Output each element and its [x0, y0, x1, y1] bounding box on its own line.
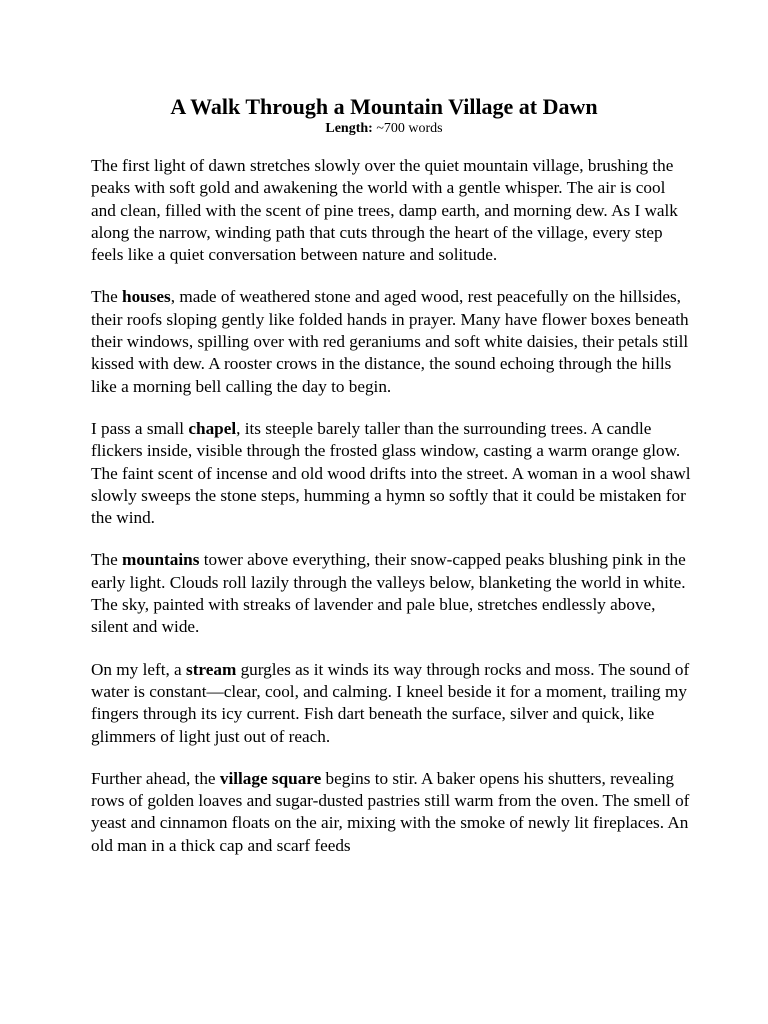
bold-keyword: chapel	[188, 418, 237, 438]
bold-keyword: houses	[122, 287, 171, 307]
bold-keyword: stream	[186, 659, 237, 679]
paragraph	[91, 659, 691, 748]
paragraph-text: Further ahead, the	[91, 768, 220, 788]
document-body	[91, 155, 691, 877]
paragraph	[91, 418, 691, 529]
length-line	[0, 120, 768, 138]
paragraph	[91, 768, 691, 857]
paragraph-text: , made of weathered stone and aged wood, rest peacefully on the hillsides, their roofs sloping gently like folded hands in prayer. Many have flower boxes beneath their windows, spilling over with red geraniums and soft white daisies, their petals still kissed with dew. A rooster crows in the distance, the sound echoing through the hills like a morning bell calling the day to begin.	[91, 287, 689, 396]
paragraph-text: tower above everything, their snow-capped peaks blushing pink in the early light. Clouds roll lazily through the valleys below, blanketing the world in white. The sky, painted with streaks of lavender and pale blue, stretches endlessly above, silent and wide.	[91, 550, 686, 637]
length-label: Length:	[325, 121, 373, 136]
paragraph-text: The	[91, 287, 123, 307]
document-title: A Walk Through a Mountain Village at Dawn	[170, 94, 598, 119]
paragraph-text: I pass a small	[91, 418, 189, 438]
bold-keyword: village square	[219, 768, 322, 788]
paragraph	[91, 155, 691, 266]
paragraph	[91, 286, 691, 397]
paragraph-text: On my left, a	[91, 659, 186, 679]
paragraph-text: , its steeple barely taller than the surrounding trees. A candle flickers inside, visible through the frosted glass window, casting a warm orange glow. The faint scent of incense and old wood drifts into the street. A woman in a wool shawl slowly sweeps the stone steps, humming a hymn so softly that it could be mistaken for the wind.	[91, 418, 691, 528]
paragraph-text: The	[91, 550, 123, 570]
paragraph	[91, 549, 691, 638]
paragraph-text: The first light of dawn stretches slowly over the quiet mountain village, brushing the peaks with soft gold and awakening the world with a gentle whisper. The air is cool and clean, filled with the scent of pine trees, damp earth, and morning dew. As I walk along the narrow, winding path that cuts through the heart of the village, every step feels like a quiet conversation between nature and solitude.	[91, 156, 678, 265]
paragraph-text: gurgles as it winds its way through rocks and moss. The sound of water is constant—clear, cool, and calming. I kneel beside it for a moment, trailing my fingers through its icy current. Fish dart beneath the surface, silver and quick, like glimmers of light just out of reach.	[91, 659, 690, 746]
length-value: ~700 words	[372, 121, 443, 136]
bold-keyword: mountains	[122, 550, 200, 570]
paragraph-text: begins to stir. A baker opens his shutters, revealing rows of golden loaves and sugar-dusted pastries still warm from the oven. The smell of yeast and cinnamon floats on the air, mixing with the smoke of newly lit fireplaces. An old man in a thick cap and scarf feeds	[91, 768, 690, 855]
